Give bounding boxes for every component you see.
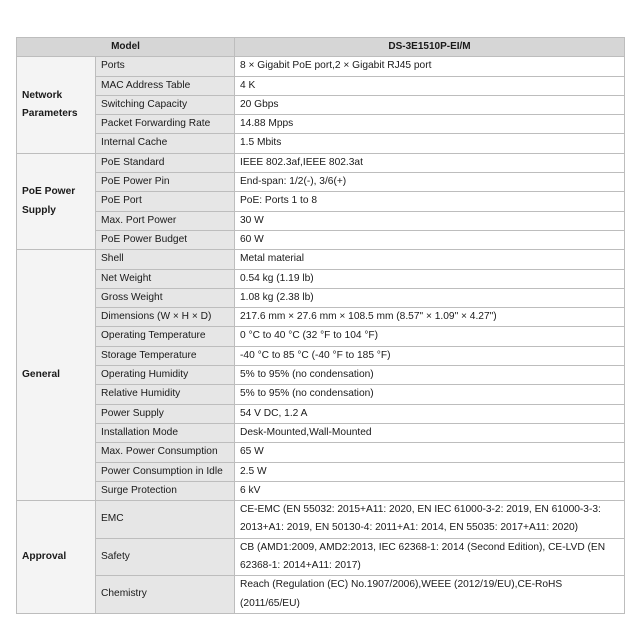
param-cell: Power Supply xyxy=(96,404,235,423)
value-cell: 0.54 kg (1.19 lb) xyxy=(235,269,625,288)
param-cell: MAC Address Table xyxy=(96,76,235,95)
param-cell: Installation Mode xyxy=(96,423,235,442)
spec-row xyxy=(17,423,625,442)
spec-row xyxy=(17,538,625,576)
category-cell: Network Parameters xyxy=(17,57,96,153)
model-label: Model xyxy=(17,38,235,57)
value-cell: 2.5 W xyxy=(235,462,625,481)
param-cell: Storage Temperature xyxy=(96,346,235,365)
param-cell: Gross Weight xyxy=(96,288,235,307)
value-cell: IEEE 802.3af,IEEE 802.3at xyxy=(235,153,625,172)
spec-row xyxy=(17,443,625,462)
spec-row xyxy=(17,134,625,153)
spec-row xyxy=(17,501,625,539)
param-cell: Net Weight xyxy=(96,269,235,288)
param-cell: PoE Port xyxy=(96,192,235,211)
spec-table xyxy=(16,37,625,614)
value-cell: 30 W xyxy=(235,211,625,230)
param-cell: Safety xyxy=(96,538,235,576)
param-cell: PoE Power Pin xyxy=(96,173,235,192)
value-cell: Desk-Mounted,Wall-Mounted xyxy=(235,423,625,442)
spec-row xyxy=(17,269,625,288)
value-cell: 0 °C to 40 °C (32 °F to 104 °F) xyxy=(235,327,625,346)
value-cell: 60 W xyxy=(235,230,625,249)
param-cell: EMC xyxy=(96,501,235,539)
spec-row xyxy=(17,366,625,385)
param-cell: Max. Port Power xyxy=(96,211,235,230)
spec-row xyxy=(17,95,625,114)
spec-row xyxy=(17,404,625,423)
param-cell: Packet Forwarding Rate xyxy=(96,115,235,134)
spec-row xyxy=(17,288,625,307)
spec-row xyxy=(17,76,625,95)
value-cell: 6 kV xyxy=(235,481,625,500)
value-cell: PoE: Ports 1 to 8 xyxy=(235,192,625,211)
spec-row xyxy=(17,211,625,230)
value-cell: 20 Gbps xyxy=(235,95,625,114)
spec-row xyxy=(17,153,625,172)
param-cell: PoE Standard xyxy=(96,153,235,172)
category-cell: PoE Power Supply xyxy=(17,153,96,249)
value-cell: 217.6 mm × 27.6 mm × 108.5 mm (8.57" × 1.09" × 4.27") xyxy=(235,308,625,327)
value-cell: 5% to 95% (no condensation) xyxy=(235,366,625,385)
value-cell: CE-EMC (EN 55032: 2015+A11: 2020, EN IEC 61000-3-2: 2019, EN 61000-3-3: 2013+A1: 2019, EN 50130-4: 2011+A1: 2014, EN 55035: 2017+A11: 2020) xyxy=(235,501,625,539)
spec-row xyxy=(17,462,625,481)
param-cell: Switching Capacity xyxy=(96,95,235,114)
spec-row xyxy=(17,192,625,211)
value-cell: 54 V DC, 1.2 A xyxy=(235,404,625,423)
category-cell: General xyxy=(17,250,96,501)
spec-row xyxy=(17,481,625,500)
value-cell: Reach (Regulation (EC) No.1907/2006),WEEE (2012/19/EU),CE-RoHS (2011/65/EU) xyxy=(235,576,625,614)
spec-row xyxy=(17,308,625,327)
value-cell: CB (AMD1:2009, AMD2:2013, IEC 62368-1: 2014 (Second Edition), CE-LVD (EN 62368-1: 2014+A11: 2017) xyxy=(235,538,625,576)
value-cell: -40 °C to 85 °C (-40 °F to 185 °F) xyxy=(235,346,625,365)
value-cell: End-span: 1/2(-), 3/6(+) xyxy=(235,173,625,192)
spec-row xyxy=(17,57,625,76)
param-cell: Operating Temperature xyxy=(96,327,235,346)
spec-row xyxy=(17,576,625,614)
spec-row xyxy=(17,250,625,269)
spec-row xyxy=(17,230,625,249)
param-cell: Internal Cache xyxy=(96,134,235,153)
spec-row xyxy=(17,173,625,192)
spec-row xyxy=(17,385,625,404)
spec-row xyxy=(17,327,625,346)
param-cell: Dimensions (W × H × D) xyxy=(96,308,235,327)
value-cell: 1.08 kg (2.38 lb) xyxy=(235,288,625,307)
category-cell: Approval xyxy=(17,501,96,614)
value-cell: 1.5 Mbits xyxy=(235,134,625,153)
param-cell: Chemistry xyxy=(96,576,235,614)
header-row xyxy=(17,38,625,57)
param-cell: Max. Power Consumption xyxy=(96,443,235,462)
spec-row xyxy=(17,346,625,365)
param-cell: Shell xyxy=(96,250,235,269)
param-cell: Surge Protection xyxy=(96,481,235,500)
value-cell: 14.88 Mpps xyxy=(235,115,625,134)
param-cell: Ports xyxy=(96,57,235,76)
spec-table-body xyxy=(17,38,625,614)
value-cell: 65 W xyxy=(235,443,625,462)
spec-row xyxy=(17,115,625,134)
model-value: DS-3E1510P-EI/M xyxy=(235,38,625,57)
value-cell: 8 × Gigabit PoE port,2 × Gigabit RJ45 port xyxy=(235,57,625,76)
value-cell: 5% to 95% (no condensation) xyxy=(235,385,625,404)
param-cell: Relative Humidity xyxy=(96,385,235,404)
param-cell: Power Consumption in Idle xyxy=(96,462,235,481)
value-cell: 4 K xyxy=(235,76,625,95)
param-cell: Operating Humidity xyxy=(96,366,235,385)
value-cell: Metal material xyxy=(235,250,625,269)
param-cell: PoE Power Budget xyxy=(96,230,235,249)
